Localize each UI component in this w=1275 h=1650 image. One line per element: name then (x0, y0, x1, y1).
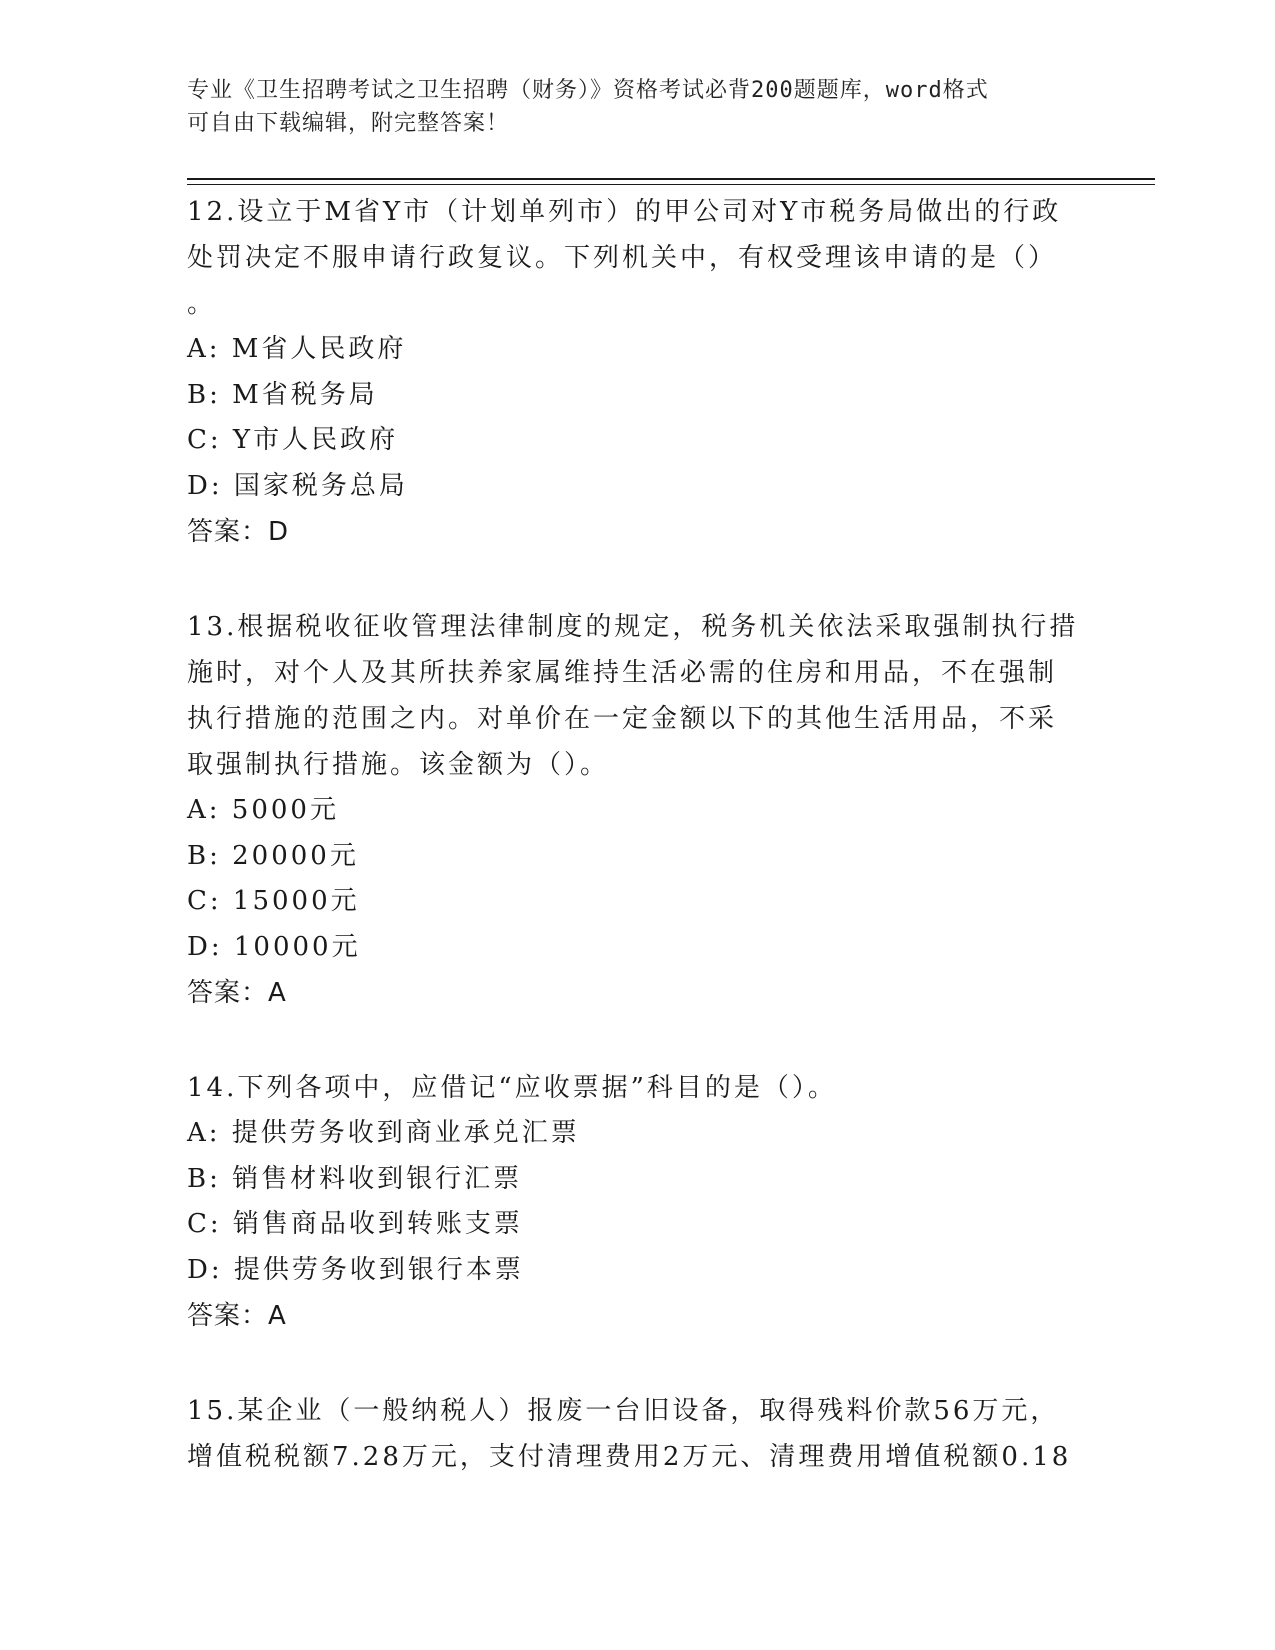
question-text-line: 处罚决定不服申请行政复议。下列机关中，有权受理该申请的是（） (187, 243, 1058, 273)
option-b: B: 销售材料收到银行汇票 (187, 1163, 523, 1194)
question-13 (187, 604, 1087, 1016)
question-text-line: 13.根据税收征收管理法律制度的规定，税务机关依法采取强制执行措 (187, 612, 1079, 642)
header-divider-thick (187, 178, 1155, 180)
option-a: A: M省人民政府 (187, 334, 407, 364)
option-c: C: Y市人民政府 (187, 425, 399, 455)
option-a: A: 提供劳务收到商业承兑汇票 (187, 1118, 580, 1148)
question-text-line: 。 (187, 289, 217, 319)
header-line-1: 专业《卫生招聘考试之卫生招聘（财务）》资格考试必背200题题库，word格式 (187, 78, 989, 103)
option-a: A: 5000元 (187, 795, 339, 825)
option-d: D: 国家税务总局 (187, 470, 408, 501)
question-14 (187, 1065, 1087, 1339)
answer: 答案：A (187, 978, 287, 1008)
question-spacer (187, 1339, 1087, 1388)
question-15 (187, 1388, 1087, 1480)
question-text-line: 增值税税额7.28万元，支付清理费用2万元、清理费用增值税额0.18 (187, 1442, 1072, 1472)
question-text-line: 14.下列各项中，应借记“应收票据”科目的是（）。 (187, 1073, 837, 1103)
option-d: D: 10000元 (187, 931, 361, 962)
question-spacer (187, 555, 1087, 604)
option-b: B: M省税务局 (187, 379, 378, 410)
answer: 答案：D (187, 517, 290, 547)
question-12 (187, 189, 1087, 555)
document-header (187, 74, 1067, 140)
question-text-line: 取强制执行措施。该金额为（）。 (187, 750, 610, 780)
header-line-2: 可自由下载编辑，附完整答案！ (187, 111, 510, 136)
answer: 答案：A (187, 1301, 287, 1331)
header-divider-thin (187, 184, 1155, 185)
option-b: B: 20000元 (187, 840, 359, 871)
question-text-line: 12.设立于M省Y市（计划单列市）的甲公司对Y市税务局做出的行政 (187, 197, 1062, 227)
option-d: D: 提供劳务收到银行本票 (187, 1254, 524, 1285)
question-spacer (187, 1016, 1087, 1065)
question-text-line: 15.某企业（一般纳税人）报废一台旧设备，取得残料价款56万元， (187, 1396, 1060, 1426)
option-c: C: 销售商品收到转账支票 (187, 1209, 523, 1239)
question-text-line: 执行措施的范围之内。对单价在一定金额以下的其他生活用品，不采 (187, 704, 1058, 734)
option-c: C: 15000元 (187, 886, 360, 916)
question-text-line: 施时，对个人及其所扶养家属维持生活必需的住房和用品，不在强制 (187, 658, 1058, 688)
question-list (187, 189, 1087, 1480)
